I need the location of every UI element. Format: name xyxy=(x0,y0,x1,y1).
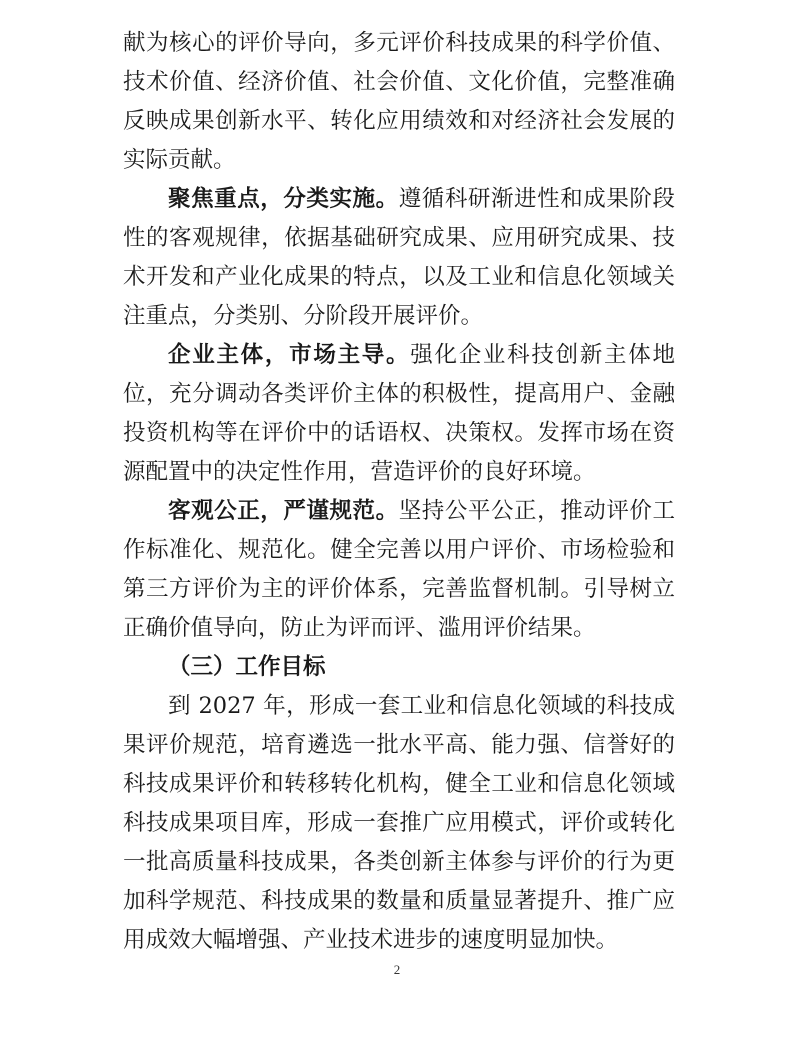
paragraph-text: 强化企业科技创新主体地位，充分调动各类评价主体的积极性，提高用户、金融投资机构等在评价中的话语权、决策权。发挥市场在资源配置中的决定性作用，营造评价的良好环境。 xyxy=(123,342,675,485)
page-number: 2 xyxy=(393,962,401,977)
paragraph-text: 献为核心的评价导向，多元评价科技成果的科学价值、技术价值、经济价值、社会价值、文化价值，完整准确反映成果创新水平、转化应用绩效和对经济社会发展的实际贡献。 xyxy=(123,30,675,173)
paragraph-work-goals xyxy=(123,687,675,960)
body-text xyxy=(123,24,675,960)
paragraph-text: 到 2027 年，形成一套工业和信息化领域的科技成果评价规范，培育遴选一批水平高、能力强、信誉好的科技成果评价和转移转化机构，健全工业和信息化领域科技成果项目库，形成一套推广应用模式，评价或转化一批高质量科技成果，各类创新主体参与评价的行为更加科学规范、科技成果的数量和质量显著提升、推广应用成效大幅增强、产业技术进步的速度明显加快。 xyxy=(123,693,675,953)
section-heading: （三）工作目标 xyxy=(168,654,326,680)
paragraph-lead: 客观公正，严谨规范。 xyxy=(168,498,399,524)
paragraph-lead: 聚焦重点，分类实施。 xyxy=(168,186,399,212)
paragraph-text: 坚持公平公正，推动评价工作标准化、规范化。健全完善以用户评价、市场检验和第三方评价为主的评价体系，完善监督机制。引导树立正确价值导向，防止为评而评、滥用评价结果。 xyxy=(123,498,675,641)
paragraph-lead: 企业主体，市场主导。 xyxy=(168,342,411,368)
paragraph-focus-key-points xyxy=(123,180,675,336)
paragraph-objective-fair xyxy=(123,492,675,648)
paragraph-text: 遵循科研渐进性和成果阶段性的客观规律，依据基础研究成果、应用研究成果、技术开发和产业化成果的特点，以及工业和信息化领域关注重点，分类别、分阶段开展评价。 xyxy=(123,186,675,329)
paragraph-enterprise-market xyxy=(123,336,675,492)
paragraph-continuation xyxy=(123,24,675,180)
